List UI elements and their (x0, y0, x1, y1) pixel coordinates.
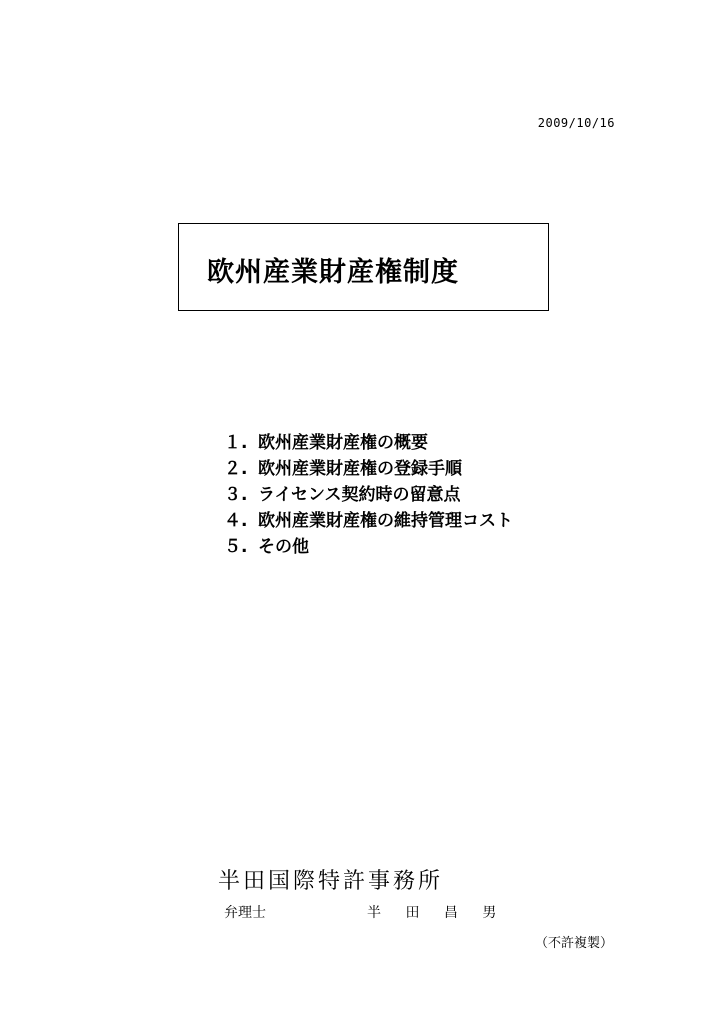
toc-item-label: その他 (258, 537, 309, 557)
attorney-name: 半 田 昌 男 (367, 905, 507, 921)
toc-item-number: ３. (224, 485, 248, 505)
toc-item-label: ライセンス契約時の留意点 (258, 485, 461, 505)
table-of-contents (224, 430, 513, 560)
toc-item (224, 534, 513, 560)
attorney-role: 弁理士 (224, 905, 266, 921)
toc-item-number: ５. (224, 537, 248, 557)
title-box (178, 223, 549, 311)
toc-item (224, 430, 513, 456)
toc-item (224, 482, 513, 508)
toc-item-label: 欧州産業財産権の概要 (258, 433, 428, 453)
document-title: 欧州産業財産権制度 (207, 257, 459, 288)
document-date: 2009/10/16 (537, 116, 615, 130)
firm-name: 半田国際特許事務所 (218, 869, 444, 894)
toc-item-label: 欧州産業財産権の維持管理コスト (258, 511, 513, 531)
toc-item-number: １. (224, 433, 248, 453)
toc-item (224, 456, 513, 482)
toc-item-label: 欧州産業財産権の登録手順 (258, 459, 462, 479)
copy-notice: （不許複製） (534, 936, 613, 951)
toc-item-number: ２. (224, 459, 248, 479)
toc-item (224, 508, 513, 534)
toc-item-number: ４. (224, 511, 248, 531)
